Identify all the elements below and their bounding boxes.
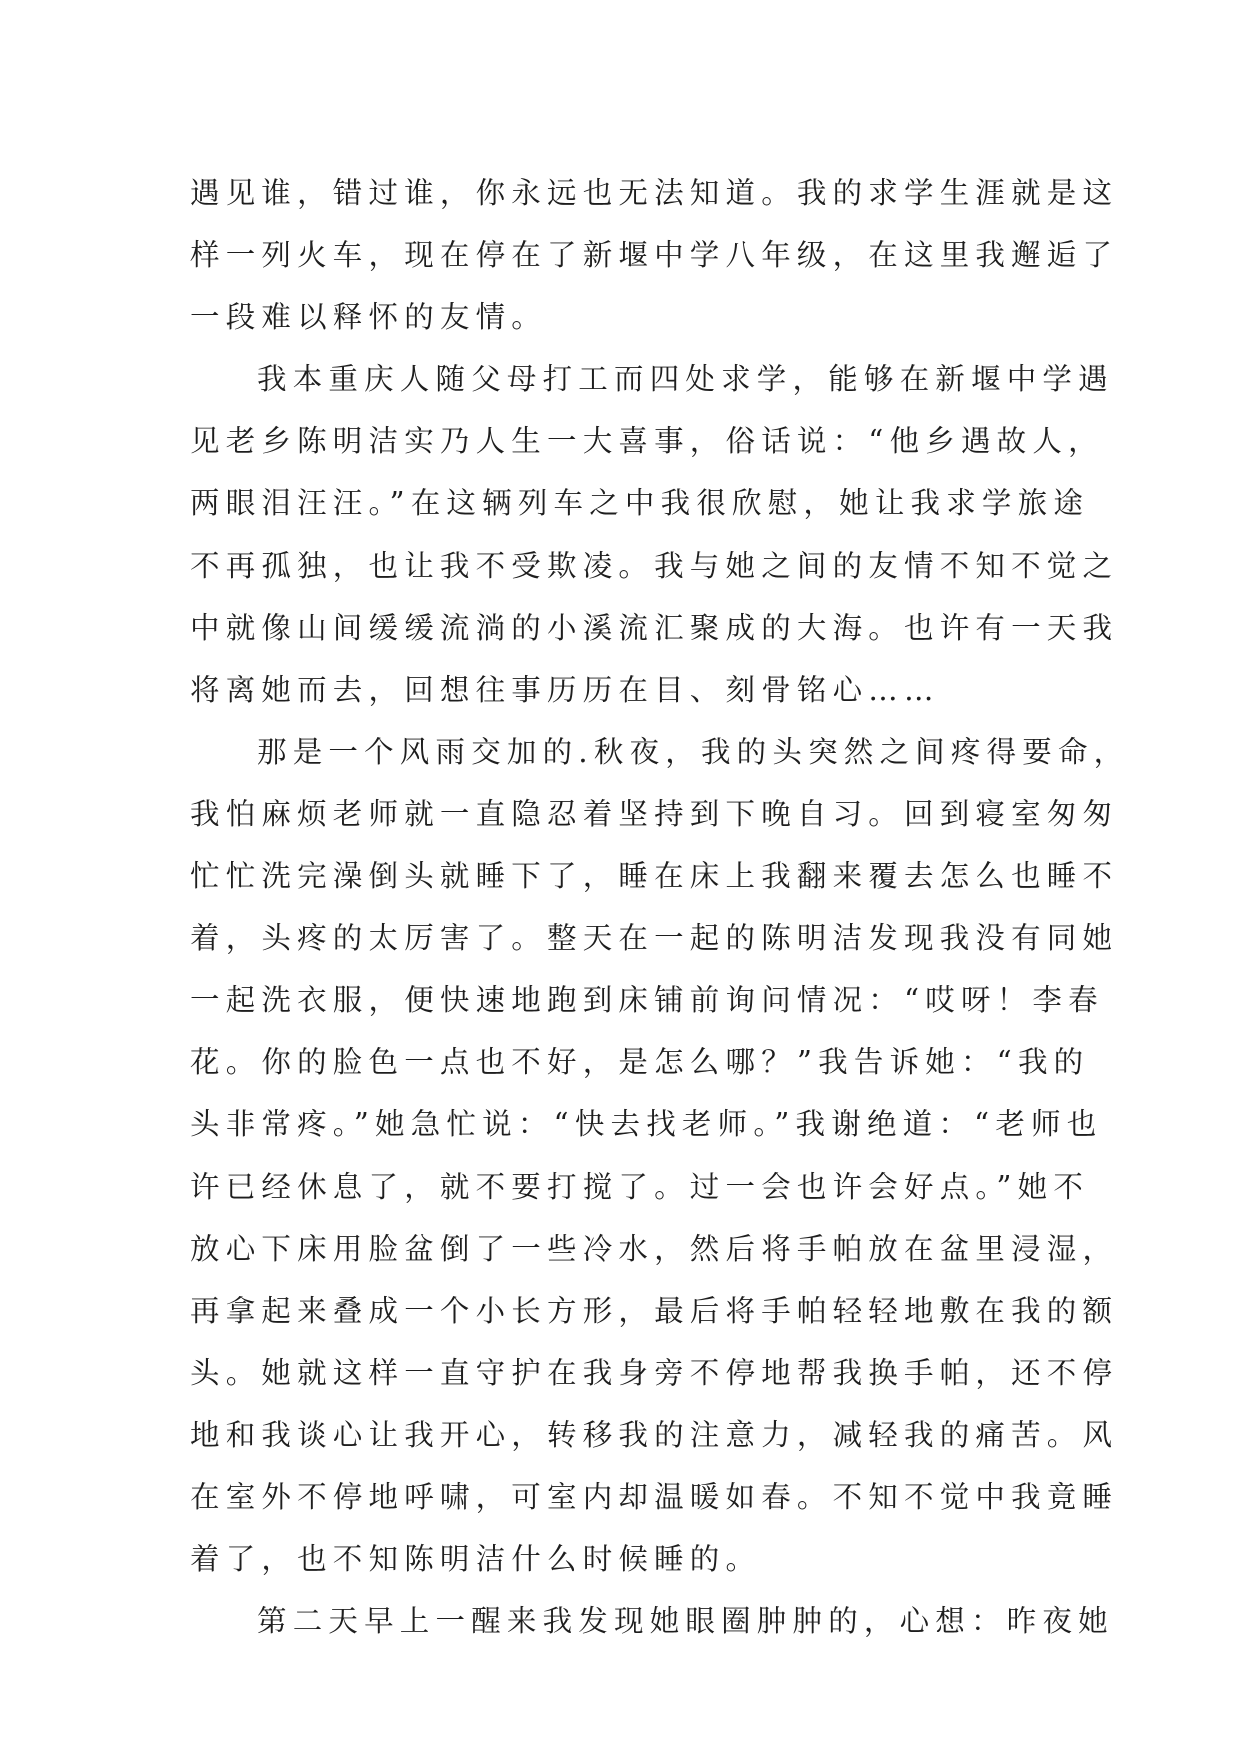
text-line: 头非常疼。”她急忙说：“快去找老师。”我谢绝道：“老师也 [190, 1107, 1103, 1142]
text-line: 中就像山间缓缓流淌的小溪流汇聚成的大海。也许有一天我 [190, 610, 1119, 645]
text-line: 忙忙洗完澡倒头就睡下了，睡在床上我翻来覆去怎么也睡不 [190, 859, 1119, 894]
text-line: 在室外不停地呼啸，可室内却温暖如春。不知不觉中我竟睡 [190, 1479, 1119, 1514]
text-line: 着了，也不知陈明洁什么时候睡的。 [190, 1542, 762, 1577]
text-line: 头。她就这样一直守护在我身旁不停地帮我换手帕，还不停 [190, 1355, 1119, 1390]
text-line: 一起洗衣服，便快速地跑到床铺前询问情况：“哎呀！李春 [190, 983, 1104, 1018]
text-line: 样一列火车，现在停在了新堰中学八年级，在这里我邂逅了 [190, 238, 1119, 273]
text-line: 我本重庆人随父母打工而四处求学，能够在新堰中学遇 [257, 362, 1114, 397]
paragraph-4 [190, 1590, 1114, 1652]
text-line: 将离她而去，回想往事历历在目、刻骨铭心…… [190, 672, 940, 707]
text-line: 花。你的脸色一点也不好，是怎么哪？”我告诉她：“我的 [190, 1045, 1090, 1080]
text-line: 我怕麻烦老师就一直隐忍着坚持到下晚自习。回到寝室匆匆 [190, 796, 1119, 831]
text-line: 一段难以释怀的友情。 [190, 300, 548, 335]
text-line: 许已经休息了，就不要打搅了。过一会也许会好点。”她不 [190, 1169, 1090, 1204]
paragraph-2 [190, 348, 1119, 721]
text-line: 第二天早上一醒来我发现她眼圈肿肿的，心想：昨夜她 [257, 1604, 1114, 1639]
text-line: 遇见谁，错过谁，你永远也无法知道。我的求学生涯就是这 [190, 176, 1119, 210]
paragraph-1 [190, 162, 1119, 348]
text-line: 放心下床用脸盆倒了一些冷水，然后将手帕放在盆里浸湿， [190, 1231, 1119, 1266]
paragraph-3 [190, 721, 1130, 1590]
text-line: 再拿起来叠成一个小长方形，最后将手帕轻轻地敷在我的额 [190, 1293, 1119, 1328]
text-line: 地和我谈心让我开心，转移我的注意力，减轻我的痛苦。风 [190, 1417, 1119, 1452]
text-line: 着，头疼的太厉害了。整天在一起的陈明洁发现我没有同她 [190, 921, 1119, 956]
document-body [190, 162, 1130, 1652]
text-line: 那是一个风雨交加的.秋夜，我的头突然之间疼得要命， [257, 734, 1130, 769]
text-line: 见老乡陈明洁实乃人生一大喜事，俗话说：“他乡遇故人， [190, 424, 1104, 459]
text-line: 不再孤独，也让我不受欺凌。我与她之间的友情不知不觉之 [190, 548, 1119, 583]
text-line: 两眼泪汪汪。”在这辆列车之中我很欣慰，她让我求学旅途 [190, 486, 1090, 521]
